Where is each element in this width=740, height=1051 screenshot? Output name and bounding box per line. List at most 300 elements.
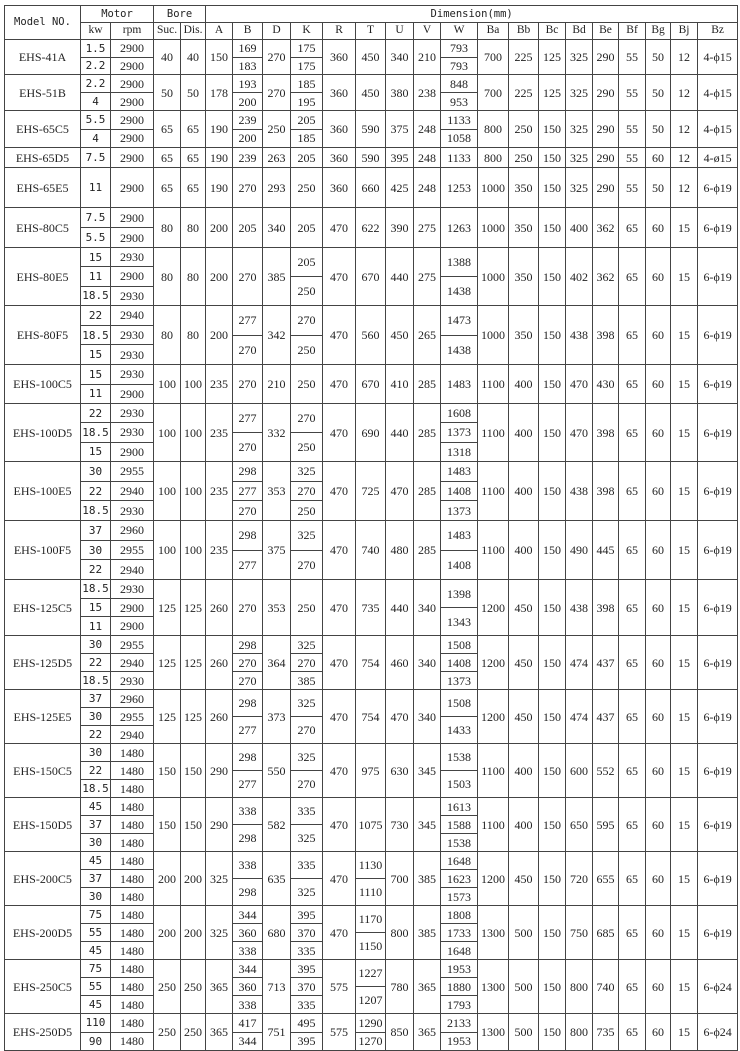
cell-kw-value: 75 <box>88 962 103 975</box>
header-bore: Bore <box>154 6 206 23</box>
cell-bc: 150 <box>539 365 566 404</box>
cell-a: 190 <box>206 168 233 208</box>
cell-bz: 6-ϕ19 <box>698 744 738 798</box>
cell-k-value: 395 <box>291 1032 322 1051</box>
cell-kw-value: 5.5 <box>81 227 110 247</box>
cell-t-value: 1227 <box>358 966 383 980</box>
cell-w-value: 1733 <box>441 923 477 941</box>
cell-a: 150 <box>206 40 233 75</box>
cell-model: EHS-80F5 <box>5 306 81 365</box>
cell-kw-value: 30 <box>81 707 110 725</box>
cell-suc: 100 <box>154 521 181 580</box>
cell-bc: 150 <box>539 960 566 1014</box>
table-row <box>5 306 738 365</box>
cell-suc: 150 <box>154 798 181 852</box>
cell-d: 364 <box>263 636 291 690</box>
cell-v: 275 <box>414 208 441 248</box>
cell-r: 470 <box>323 852 356 906</box>
cell-dis: 100 <box>181 462 206 521</box>
cell-b: 270 <box>233 248 263 306</box>
cell-t-value: 1130 <box>358 858 383 872</box>
cell-r: 470 <box>323 365 356 404</box>
cell-ba: 1300 <box>478 960 509 1014</box>
cell-k <box>291 690 323 744</box>
cell-rpm-value: 1480 <box>120 907 144 922</box>
cell-bc: 150 <box>539 148 566 168</box>
cell-suc: 250 <box>154 1014 181 1051</box>
cell-rpm-value: 1480 <box>111 779 153 797</box>
cell-kw-value: 22 <box>81 481 110 501</box>
cell-bb: 400 <box>509 404 539 462</box>
cell-b-value: 277 <box>233 716 262 743</box>
table-row <box>5 798 738 852</box>
cell-kw-value: 11 <box>81 616 110 635</box>
cell-rpm <box>111 521 154 580</box>
cell-be: 685 <box>593 906 619 960</box>
cell-bf: 55 <box>619 168 646 208</box>
cell-w-value: 1538 <box>447 750 472 764</box>
cell-bd: 438 <box>566 462 593 521</box>
cell-rpm <box>111 404 154 462</box>
cell-bd: 470 <box>566 365 593 404</box>
cell-t <box>356 1014 386 1051</box>
cell-rpm <box>111 462 154 521</box>
cell-bc: 150 <box>539 744 566 798</box>
cell-w-value: 1613 <box>447 799 472 814</box>
cell-ba: 1100 <box>478 521 509 580</box>
cell-kw <box>81 168 111 208</box>
cell-bb: 350 <box>509 306 539 365</box>
cell-model: EHS-125E5 <box>5 690 81 744</box>
cell-b <box>233 852 263 906</box>
table-row <box>5 960 738 1014</box>
cell-bz: 6-ϕ24 <box>698 1014 738 1051</box>
cell-bg: 60 <box>646 365 671 404</box>
cell-u: 440 <box>386 404 414 462</box>
cell-kw-value: 18.5 <box>81 325 110 345</box>
cell-rpm-value: 2960 <box>120 691 144 706</box>
cell-kw-value: 7.5 <box>85 151 106 164</box>
cell-bj: 15 <box>671 404 698 462</box>
cell-a: 190 <box>206 148 233 168</box>
cell-w-value: 1373 <box>441 671 477 689</box>
cell-w-value: 1608 <box>447 406 472 421</box>
cell-suc: 125 <box>154 690 181 744</box>
header-bj: Bj <box>671 23 698 40</box>
cell-bc: 150 <box>539 580 566 636</box>
cell-k <box>291 960 323 1014</box>
cell-u: 730 <box>386 798 414 852</box>
cell-b-value: 270 <box>233 335 262 365</box>
cell-w-value: 1623 <box>441 869 477 887</box>
cell-bz: 6-ϕ19 <box>698 798 738 852</box>
header-ba: Ba <box>478 23 509 40</box>
cell-a: 260 <box>206 636 233 690</box>
cell-bj: 15 <box>671 690 698 744</box>
cell-w-value: 1343 <box>441 607 477 635</box>
cell-ba: 1200 <box>478 636 509 690</box>
cell-be: 655 <box>593 852 619 906</box>
cell-k-value: 205 <box>297 255 316 269</box>
cell-bc: 125 <box>539 40 566 75</box>
cell-w-value: 1473 <box>447 313 472 328</box>
cell-k-value: 250 <box>291 432 322 461</box>
cell-w-value: 793 <box>441 57 477 75</box>
cell-t: 690 <box>356 404 386 462</box>
table-row <box>5 111 738 148</box>
cell-ba: 700 <box>478 40 509 75</box>
cell-k: 250 <box>291 365 323 404</box>
cell-t: 560 <box>356 306 386 365</box>
cell-bj: 15 <box>671 636 698 690</box>
cell-rpm-value: 2900 <box>120 41 144 56</box>
cell-model: EHS-250C5 <box>5 960 81 1014</box>
cell-bj: 12 <box>671 168 698 208</box>
cell-kw-value: 11 <box>81 266 110 285</box>
cell-bg: 60 <box>646 744 671 798</box>
cell-kw <box>81 580 111 636</box>
cell-rpm <box>111 248 154 306</box>
cell-bb: 500 <box>509 1014 539 1051</box>
header-bz: Bz <box>698 23 738 40</box>
cell-b <box>233 306 263 365</box>
cell-kw-value: 4 <box>81 129 110 148</box>
cell-bf: 65 <box>619 960 646 1014</box>
cell-w-value: 793 <box>450 41 469 56</box>
cell-kw-value: 22 <box>81 559 110 579</box>
cell-suc: 80 <box>154 306 181 365</box>
cell-model: EHS-250D5 <box>5 1014 81 1051</box>
cell-w <box>441 40 478 75</box>
header-a: A <box>206 23 233 40</box>
header-w: W <box>441 23 478 40</box>
cell-rpm <box>111 852 154 906</box>
cell-rpm-value: 2940 <box>111 725 153 743</box>
cell-kw-value: 55 <box>81 977 110 995</box>
cell-model: EHS-200D5 <box>5 906 81 960</box>
header-v: V <box>414 23 441 40</box>
cell-r: 360 <box>323 111 356 148</box>
cell-k-value: 395 <box>297 961 316 976</box>
cell-v: 285 <box>414 521 441 580</box>
cell-bb: 400 <box>509 462 539 521</box>
cell-bf: 65 <box>619 1014 646 1051</box>
cell-rpm-value: 1480 <box>120 1015 144 1030</box>
cell-ba: 1200 <box>478 690 509 744</box>
cell-rpm <box>111 798 154 852</box>
cell-b-value: 277 <box>233 550 262 580</box>
cell-bg: 60 <box>646 462 671 521</box>
cell-a: 325 <box>206 852 233 906</box>
cell-bd: 650 <box>566 798 593 852</box>
cell-b <box>233 40 263 75</box>
cell-ba: 800 <box>478 111 509 148</box>
cell-rpm <box>111 744 154 798</box>
cell-u: 780 <box>386 960 414 1014</box>
cell-dis: 40 <box>181 40 206 75</box>
cell-be: 398 <box>593 580 619 636</box>
cell-rpm-value: 2955 <box>120 464 144 479</box>
cell-bd: 800 <box>566 1014 593 1051</box>
cell-dis: 250 <box>181 1014 206 1051</box>
cell-kw-value: 22 <box>81 725 110 743</box>
cell-rpm-value: 2900 <box>111 129 153 148</box>
cell-ba: 1200 <box>478 580 509 636</box>
cell-t: 735 <box>356 580 386 636</box>
cell-bj: 15 <box>671 798 698 852</box>
cell-bc: 150 <box>539 798 566 852</box>
cell-be: 430 <box>593 365 619 404</box>
cell-bj: 15 <box>671 208 698 248</box>
cell-kw-value: 75 <box>88 908 103 921</box>
cell-kw-value: 37 <box>81 815 110 833</box>
cell-k-value: 335 <box>291 995 322 1013</box>
cell-kw-value: 5.5 <box>85 113 106 127</box>
cell-w-value: 1373 <box>441 422 477 441</box>
cell-b-value: 298 <box>233 824 262 851</box>
cell-be: 362 <box>593 208 619 248</box>
cell-r: 360 <box>323 148 356 168</box>
cell-t: 622 <box>356 208 386 248</box>
cell-bc: 150 <box>539 690 566 744</box>
cell-bg: 60 <box>646 580 671 636</box>
cell-u: 440 <box>386 248 414 306</box>
cell-v: 340 <box>414 690 441 744</box>
cell-bj: 12 <box>671 148 698 168</box>
cell-b-value: 270 <box>233 500 262 520</box>
cell-r: 470 <box>323 580 356 636</box>
cell-bf: 65 <box>619 906 646 960</box>
cell-rpm-value: 1480 <box>111 941 153 959</box>
cell-a: 200 <box>206 248 233 306</box>
cell-rpm-value: 2900 <box>111 57 153 75</box>
cell-bb: 400 <box>509 521 539 580</box>
cell-kw <box>81 462 111 521</box>
cell-be: 595 <box>593 798 619 852</box>
cell-kw-value: 90 <box>81 1032 110 1051</box>
header-dimension: Dimension(mm) <box>206 6 738 23</box>
cell-kw <box>81 40 111 75</box>
header-b: B <box>233 23 263 40</box>
cell-u: 450 <box>386 306 414 365</box>
cell-ba: 1000 <box>478 168 509 208</box>
cell-k-value: 370 <box>291 977 322 995</box>
header-bg: Bg <box>646 23 671 40</box>
cell-t: 670 <box>356 365 386 404</box>
cell-b-value: 169 <box>238 41 257 56</box>
cell-suc: 50 <box>154 75 181 111</box>
cell-w-value: 1953 <box>447 961 472 976</box>
cell-b-value: 270 <box>233 653 262 671</box>
cell-ba: 1100 <box>478 744 509 798</box>
cell-k-value: 270 <box>291 653 322 671</box>
cell-k-value: 495 <box>297 1015 316 1030</box>
cell-k <box>291 306 323 365</box>
cell-suc: 40 <box>154 40 181 75</box>
cell-k: 250 <box>291 580 323 636</box>
cell-bf: 55 <box>619 148 646 168</box>
cell-bc: 150 <box>539 462 566 521</box>
cell-bd: 325 <box>566 148 593 168</box>
cell-bg: 50 <box>646 168 671 208</box>
cell-be: 290 <box>593 168 619 208</box>
cell-rpm-value: 1480 <box>111 923 153 941</box>
cell-t-value: 1270 <box>356 1032 385 1051</box>
cell-u: 470 <box>386 462 414 521</box>
cell-bd: 474 <box>566 690 593 744</box>
cell-v: 248 <box>414 168 441 208</box>
cell-w <box>441 1014 478 1051</box>
cell-b-value: 338 <box>233 941 262 959</box>
cell-be: 445 <box>593 521 619 580</box>
cell-w <box>441 960 478 1014</box>
cell-kw-value: 30 <box>88 464 103 478</box>
cell-v: 210 <box>414 40 441 75</box>
cell-bb: 350 <box>509 168 539 208</box>
cell-bj: 15 <box>671 1014 698 1051</box>
cell-rpm-value: 2900 <box>111 616 153 635</box>
cell-rpm-value: 2900 <box>111 598 153 617</box>
header-bb: Bb <box>509 23 539 40</box>
cell-ba: 1100 <box>478 365 509 404</box>
cell-d: 263 <box>263 148 291 168</box>
cell-d: 353 <box>263 462 291 521</box>
cell-rpm-value: 2900 <box>120 210 144 225</box>
cell-kw-value: 7.5 <box>85 211 106 224</box>
cell-d: 270 <box>263 75 291 111</box>
cell-d: 375 <box>263 521 291 580</box>
cell-rpm-value: 2900 <box>111 442 153 461</box>
header-motor: Motor <box>81 6 154 23</box>
cell-kw <box>81 960 111 1014</box>
cell-w <box>441 636 478 690</box>
cell-kw-value: 18.5 <box>82 582 109 596</box>
cell-t <box>356 852 386 906</box>
header-rpm: rpm <box>111 23 154 40</box>
cell-bf: 65 <box>619 744 646 798</box>
cell-bc: 150 <box>539 1014 566 1051</box>
table-row <box>5 744 738 798</box>
cell-w-value: 1388 <box>447 255 472 269</box>
cell-model: EHS-65C5 <box>5 111 81 148</box>
cell-bf: 55 <box>619 75 646 111</box>
cell-k-value: 325 <box>291 878 322 905</box>
cell-bb: 225 <box>509 75 539 111</box>
cell-dis: 80 <box>181 306 206 365</box>
cell-be: 437 <box>593 690 619 744</box>
cell-kw-value: 45 <box>88 800 103 813</box>
cell-bb: 250 <box>509 148 539 168</box>
cell-bb: 225 <box>509 40 539 75</box>
cell-bz: 6-ϕ19 <box>698 462 738 521</box>
cell-bz: 4-ø15 <box>698 148 738 168</box>
cell-dis: 125 <box>181 636 206 690</box>
cell-rpm <box>111 906 154 960</box>
cell-b <box>233 636 263 690</box>
cell-u: 480 <box>386 521 414 580</box>
cell-suc: 150 <box>154 744 181 798</box>
header-suc: Suc. <box>154 23 181 40</box>
cell-model: EHS-200C5 <box>5 852 81 906</box>
cell-b: 270 <box>233 168 263 208</box>
cell-v: 340 <box>414 636 441 690</box>
cell-b-value: 344 <box>238 907 257 922</box>
cell-a: 200 <box>206 306 233 365</box>
cell-bb: 500 <box>509 906 539 960</box>
cell-k <box>291 906 323 960</box>
cell-bj: 12 <box>671 111 698 148</box>
cell-bj: 12 <box>671 75 698 111</box>
cell-bg: 50 <box>646 111 671 148</box>
cell-rpm <box>111 168 154 208</box>
cell-bg: 60 <box>646 1014 671 1051</box>
cell-be: 398 <box>593 306 619 365</box>
cell-rpm <box>111 40 154 75</box>
cell-u: 395 <box>386 148 414 168</box>
cell-v: 275 <box>414 248 441 306</box>
cell-rpm <box>111 960 154 1014</box>
cell-kw-value: 30 <box>88 746 103 759</box>
cell-b-value: 183 <box>233 57 262 75</box>
cell-r: 360 <box>323 168 356 208</box>
cell-bd: 750 <box>566 906 593 960</box>
cell-kw-value: 11 <box>81 384 110 404</box>
cell-be: 290 <box>593 111 619 148</box>
cell-bj: 15 <box>671 744 698 798</box>
cell-w: 1253 <box>441 168 478 208</box>
cell-a: 200 <box>206 208 233 248</box>
cell-bf: 65 <box>619 580 646 636</box>
cell-rpm-value: 2930 <box>120 250 144 265</box>
cell-bc: 150 <box>539 208 566 248</box>
cell-bf: 65 <box>619 521 646 580</box>
cell-kw <box>81 365 111 404</box>
cell-v: 385 <box>414 852 441 906</box>
cell-kw-value: 110 <box>85 1016 106 1030</box>
cell-w-value: 1373 <box>441 500 477 520</box>
cell-rpm <box>111 365 154 404</box>
cell-t: 660 <box>356 168 386 208</box>
cell-v: 385 <box>414 906 441 960</box>
cell-bd: 438 <box>566 306 593 365</box>
cell-w <box>441 75 478 111</box>
cell-d: 635 <box>263 852 291 906</box>
cell-w-value: 1438 <box>441 335 477 365</box>
cell-w-value: 1058 <box>441 129 477 148</box>
cell-a: 325 <box>206 906 233 960</box>
cell-bg: 60 <box>646 521 671 580</box>
cell-kw <box>81 306 111 365</box>
cell-kw-value: 22 <box>81 761 110 779</box>
cell-dis: 65 <box>181 168 206 208</box>
cell-w <box>441 798 478 852</box>
cell-kw-value: 22 <box>88 308 103 322</box>
cell-k-value: 270 <box>297 411 316 425</box>
cell-r: 470 <box>323 208 356 248</box>
cell-bf: 65 <box>619 852 646 906</box>
cell-kw-value: 18.5 <box>81 422 110 441</box>
cell-rpm-value: 2955 <box>120 637 144 652</box>
cell-k <box>291 521 323 580</box>
cell-bg: 60 <box>646 248 671 306</box>
header-bf: Bf <box>619 23 646 40</box>
header-r: R <box>323 23 356 40</box>
cell-b <box>233 111 263 148</box>
cell-b-value: 200 <box>233 92 262 110</box>
cell-k-value: 335 <box>297 858 316 872</box>
table-row <box>5 852 738 906</box>
cell-w-value: 1398 <box>447 586 472 601</box>
